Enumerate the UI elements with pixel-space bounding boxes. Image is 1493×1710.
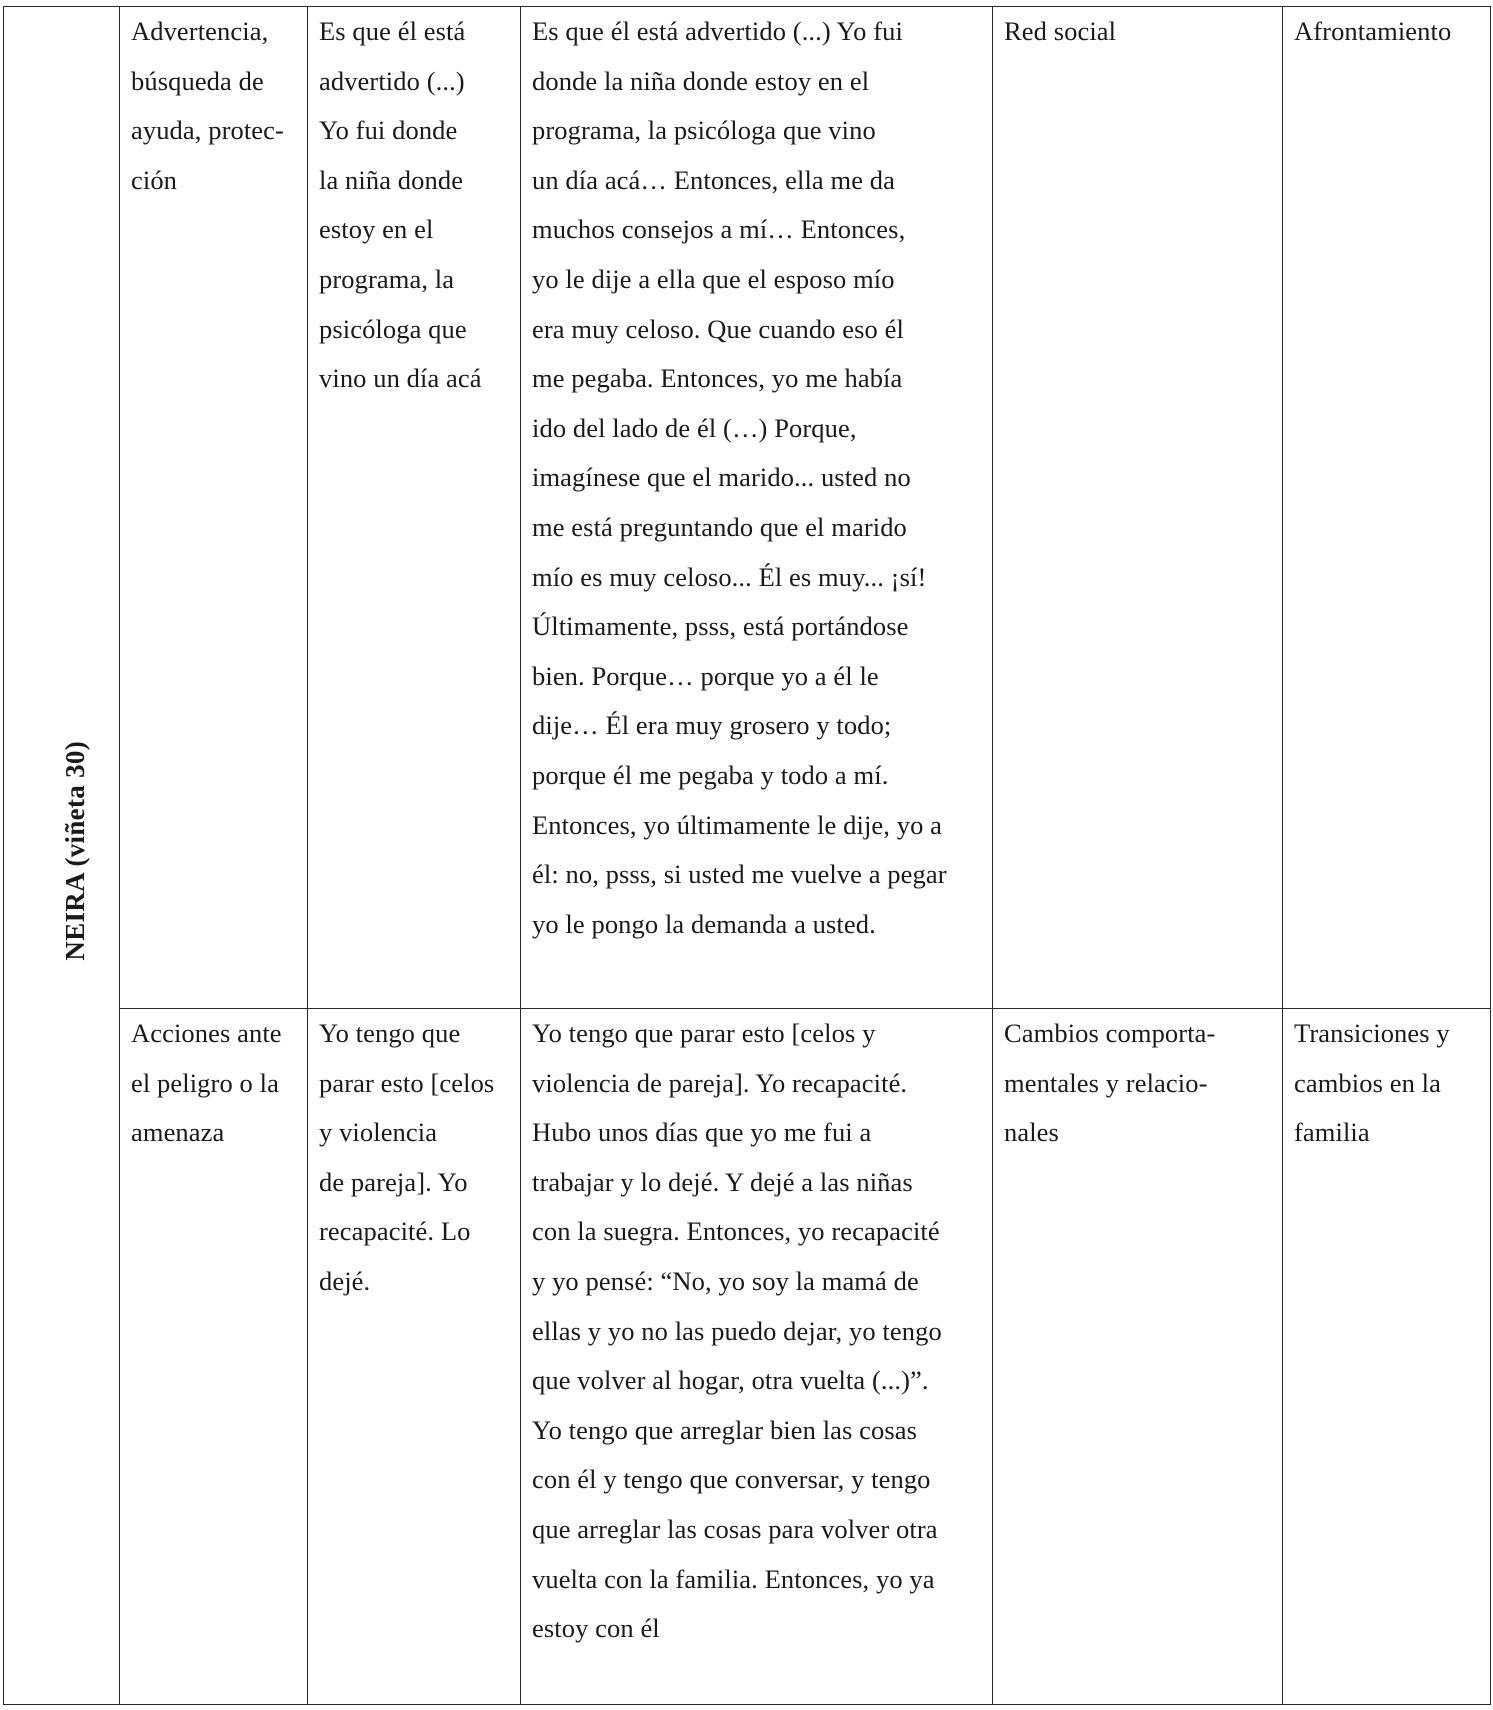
quote-text: Es que él está advertido (...) Yo fui donde la niña donde estoy en el programa, la psicóloga que vino un día acá… Entonces, ella me da muchos consejos a mí… Entonces, yo le dije a ella que el esposo mío era muy celoso. Que cuando eso él me pegaba. Entonces, yo me había ido del lado de él (…) Porque, imagínese que el marido... usted no me está preguntando que el marido mío es muy celoso... Él es muy... ¡sí! Últimamente, psss, está portándose bien. Porque… porque yo a él le dije… Él era muy grosero y todo; porque él me pegaba y todo a mí. Entonces, yo últimamente le dije, yo a él: no, psss, si usted me vuelve a pegar yo le pongo la demanda a usted. xyxy=(532,16,947,939)
quote-cell xyxy=(521,7,993,1009)
theme-cell xyxy=(993,1009,1283,1705)
quote-text: Yo tengo que parar esto [celos y violencia de pareja]. Yo recapacité. Hubo unos días que yo me fui a trabajar y lo dejé. Y dejé a las niñas con la suegra. Entonces, yo recapacité y yo pensé: “No, yo soy la mamá de ellas y yo no las puedo dejar, yo tengo que volver al hogar, otra vuelta (...)”. Yo tengo que arreglar bien las cosas con él y tengo que conversar, y tengo que arreglar las cosas para volver otra vuelta con la familia. Entonces, yo ya estoy con él xyxy=(532,1018,942,1644)
theme-text: Cambios comporta- mentales y relacio- nales xyxy=(1004,1018,1216,1148)
excerpt-cell xyxy=(308,1009,521,1705)
category-text: Acciones ante el peligro o la amenaza xyxy=(131,1018,282,1148)
theme-cell xyxy=(993,7,1283,1009)
coding-table xyxy=(3,6,1491,1705)
dimension-cell xyxy=(1283,7,1491,1009)
theme-text: Red social xyxy=(1004,16,1117,46)
excerpt-text: Yo tengo que parar esto [celos y violencia de pareja]. Yo recapacité. Lo dejé. xyxy=(319,1018,495,1296)
category-text: Advertencia, búsqueda de ayuda, protec- ción xyxy=(131,16,284,195)
excerpt-text: Es que él está advertido (...) Yo fui donde la niña donde estoy en el programa, la psicóloga que vino un día acá xyxy=(319,16,482,394)
category-cell xyxy=(120,1009,308,1705)
dimension-text: Afrontamiento xyxy=(1294,16,1452,46)
participant-label: NEIRA (viñeta 30) xyxy=(60,741,90,961)
participant-cell xyxy=(4,7,120,1705)
excerpt-cell xyxy=(308,7,521,1009)
table-row xyxy=(4,1009,1491,1705)
dimension-text: Transiciones y cambios en la familia xyxy=(1294,1018,1450,1148)
quote-cell xyxy=(521,1009,993,1705)
dimension-cell xyxy=(1283,1009,1491,1705)
category-cell xyxy=(120,7,308,1009)
table-row xyxy=(4,7,1491,1009)
